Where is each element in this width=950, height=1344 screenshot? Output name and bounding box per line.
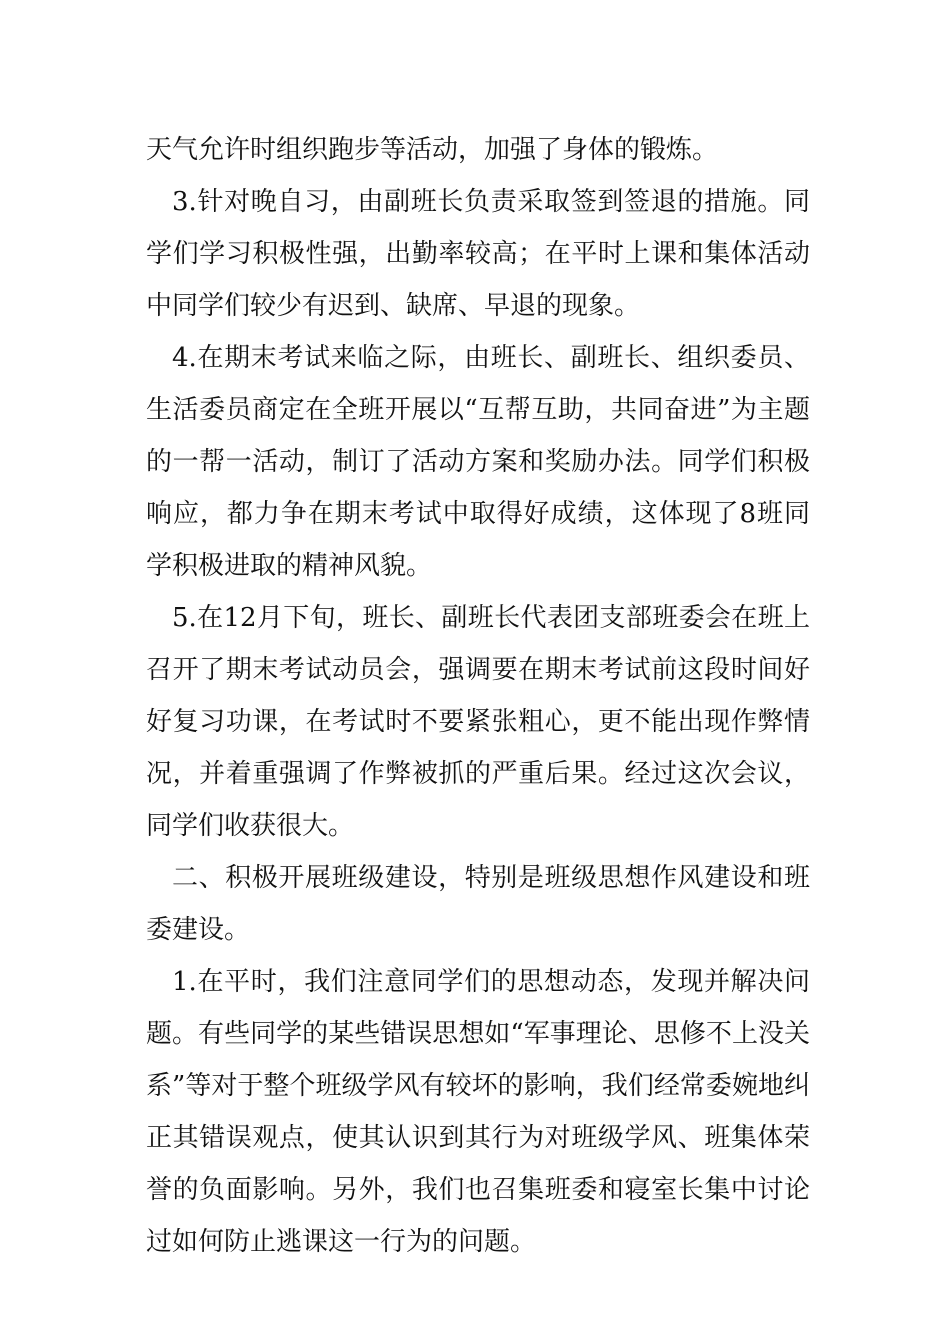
section-heading-2: 二、积极开展班级建设，特别是班级思想作风建设和班委建设。 xyxy=(146,863,810,945)
paragraph-item-4: 4.在期末考试来临之际，由班长、副班长、组织委员、生活委员商定在全班开展以“互帮互助，共同奋进”为主题的一帮一活动，制订了活动方案和奖励办法。同学们积极响应，都力争在期末考试中取得好成绩，这体现了8班同学积极进取的精神风貌。 xyxy=(146,343,810,581)
paragraph-item-3: 3.针对晚自习，由副班长负责采取签到签退的措施。同学们学习积极性强，出勤率较高；在平时上课和集体活动中同学们较少有迟到、缺席、早退的现象。 xyxy=(146,187,810,321)
paragraph-continuation: 天气允许时组织跑步等活动，加强了身体的锻炼。 xyxy=(146,135,719,165)
paragraph-item-5: 5.在12月下旬，班长、副班长代表团支部班委会在班上召开了期末考试动员会，强调要在期末考试前这段时间好好复习功课，在考试时不要紧张粗心，更不能出现作弊情况，并着重强调了作弊被抓的严重后果。经过这次会议，同学们收获很大。 xyxy=(146,603,810,841)
document-body xyxy=(146,124,810,1268)
paragraph-section2-item-1: 1.在平时，我们注意同学们的思想动态，发现并解决问题。有些同学的某些错误思想如“军事理论、思修不上没关系”等对于整个班级学风有较坏的影响，我们经常委婉地纠正其错误观点，使其认识到其行为对班级学风、班集体荣誉的负面影响。另外，我们也召集班委和寝室长集中讨论过如何防止逃课这一行为的问题。 xyxy=(146,967,810,1257)
